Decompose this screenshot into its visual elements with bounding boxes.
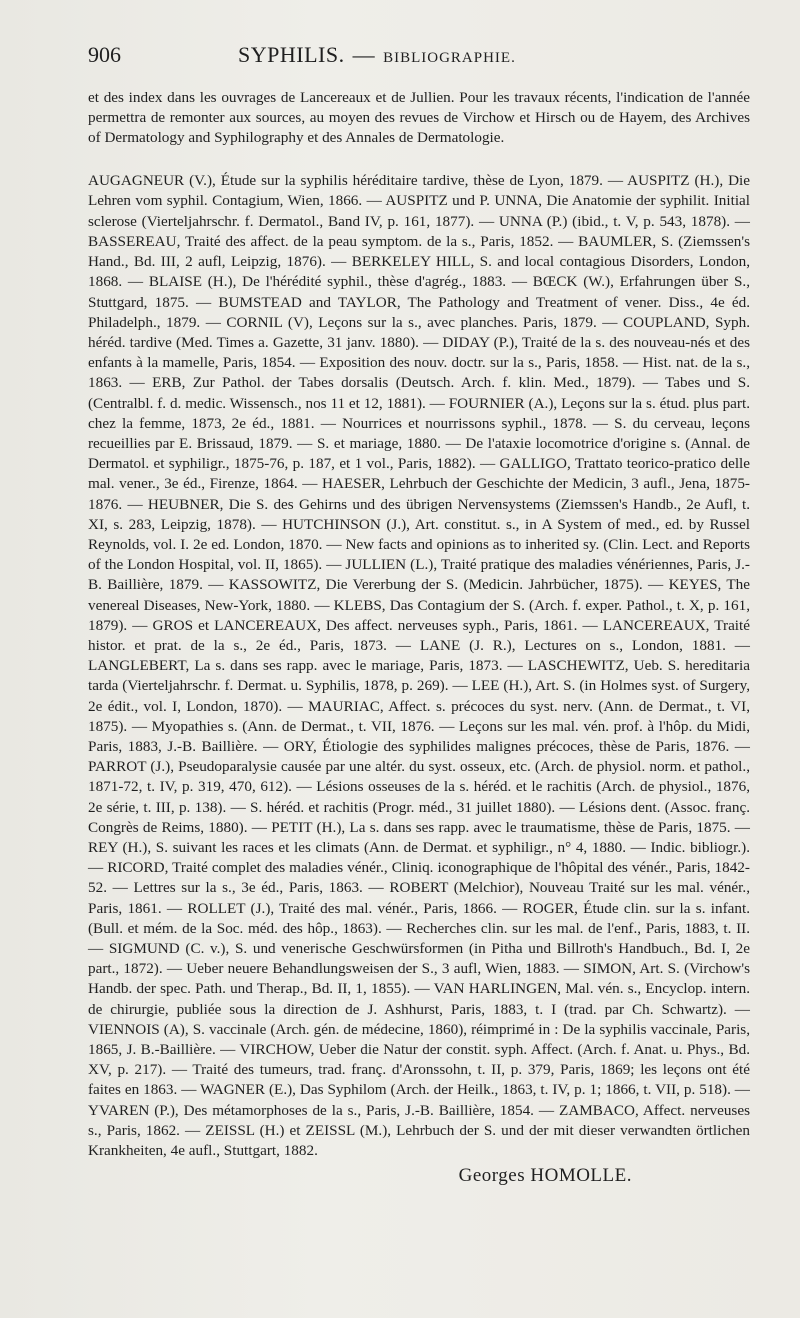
header-separator: — — [352, 42, 376, 67]
header-title: SYPHILIS. — [238, 42, 345, 67]
page-header — [88, 42, 750, 82]
author-signature: Georges HOMOLLE. — [458, 1165, 632, 1187]
bibliography-text: AUGAGNEUR (V.), Étude sur la syphilis héréditaire tardive, thèse de Lyon, 1879. — AUSPITZ (H.), Die Lehren vom syphil. Contagium, Wien, 1866. — AUSPITZ und P. UNNA, Die Anatomie der syphilit. Initial sclerose (Vierteljahrschr. f. Dermatol., Band IV, p. 161, 1877). — UNNA (P.) (ibid., t. V, p. 543, 1878). — BASSEREAU, Traité des affect. de la peau symptom. de la s., Paris, 1852. — BAUMLER, S. (Ziemssen's Hand., Bd. III, 2 aufl, Leipzig, 1876). — BERKELEY HILL, S. and local contagious Disorders, London, 1868. — BLAISE (H.), De l'hérédité syphil., thèse d'agrég., 1883. — BŒCK (W.), Erfahrungen über S., Stuttgard, 1875. — BUMSTEAD and TAYLOR, The Pathology and Treatment of vener. Diss., 4e éd. Philadelph., 1879. — CORNIL (V), Leçons sur la s., avec planches. Paris, 1879. — COUPLAND, Syph. héréd. tardive (Med. Times a. Gazette, 31 janv. 1880). — DIDAY (P.), Traité de la s. des nouveau-nés et des enfants à la mamelle, Paris, 1854. — Exposition des nouv. doctr. sur la s., Paris, 1858. — Hist. nat. de la s., 1863. — ERB, Zur Pathol. der Tabes dorsalis (Deutsch. Arch. f. klin. Med., 1879). — Tabes und S. (Centralbl. f. d. medic. Wissensch., nos 11 et 12, 1881). — FOURNIER (A.), Leçons sur la s. étud. plus part. chez la femme, 1873, 2e éd., 1881. — Nourrices et nourrissons syphil., 1878. — S. du cerveau, leçons recueillies par E. Brissaud, 1879. — S. et mariage, 1880. — De l'ataxie locomotrice d'origine s. (Annal. de Dermatol. et syphiligr., 1875-76, p. 187, et 1 vol., Paris, 1882). — GALLIGO, Trattato teorico-pratico delle mal. vener., 3e éd., Firenze, 1864. — HAESER, Lehrbuch der Geschichte der Medicin, 3 aufl., Jena, 1875-1876. — HEUBNER, Die S. des Gehirns und des übrigen Nervensystems (Ziemssen's Handb., 2e Aufl, t. XI, s. 283, Leipzig, 1878). — HUTCHINSON (J.), Art. constitut. s., in A System of med., ed. by Russel Reynolds, vol. I. 2e ed. London, 1870. — New facts and opinions as to inherited sy. (Clin. Lect. and Reports of the London Hospital, vol. II, 1865). — JULLIEN (L.), Traité pratique des maladies vénériennes, Paris, J.-B. Baillière, 1879. — KASSOWITZ, Die Vererbung der S. (Medicin. Jahrbücher, 1875). — KEYES, The venereal Diseases, New-York, 1880. — KLEBS, Das Contagium der S. (Arch. f. exper. Pathol., t. X, p. 161, 1879). — GROS et LANCEREAUX, Des affect. nerveuses syph., Paris, 1861. — LANCEREAUX, Traité histor. et prat. de la s., 2e éd., Paris, 1873. — LANE (J. R.), Lectures on s., London, 1881. — LANGLEBERT, La s. dans ses rapp. avec le mariage, Paris, 1873. — LASCHEWITZ, Ueb. S. hereditaria tarda (Vierteljahrschr. f. Dermat. u. Syphilis, 1878, p. 269). — LEE (H.), Art. S. (in Holmes syst. of Surgery, 2e édit., vol. I, London, 1870). — MAURIAC, Affect. s. précoces du syst. nerv. (Ann. de Dermat., t. VI, 1875). — Myopathies s. (Ann. de Dermat., t. VII, 1876. — Leçons sur les mal. vén. prof. à l'hôp. du Midi, Paris, 1883, J.-B. Baillière. — ORY, Étiologie des syphilides malignes précoces, thèse de Paris, 1876. — PARROT (J.), Pseudoparalysie causée par une altér. du syst. osseux, etc. (Arch. de physiol. norm. et pathol., 1871-72, t. IV, p. 319, 470, 612). — Lésions osseuses de la s. héréd. et le rachitis (Arch. de physiol., 1876, 2e série, t. III, p. 138). — S. héréd. et rachitis (Progr. méd., 31 juillet 1880). — Lésions dent. (Assoc. franç. Congrès de Reims, 1880). — PETIT (H.), La s. dans ses rapp. avec le traumatisme, thèse de Paris, 1875. — REY (H.), S. suivant les races et les climats (Ann. de Dermat. et syphiligr., n° 4, 1880. — Indic. bibliogr.). — RICORD, Traité complet des maladies vénér., Cliniq. iconographique de l'hôpital des vénér., Paris, 1842-52. — Lettres sur la s., 3e éd., Paris, 1863. — ROBERT (Melchior), Nouveau Traité sur les mal. vénér., Paris, 1861. — ROLLET (J.), Traité des mal. vénér., Paris, 1866. — ROGER, Étude clin. sur la s. infant. (Bull. et mém. de la Soc. méd. des hôp., 1863). — Recherches clin. sur les mal. de l'enf., Paris, 1883, t. II. — SIGMUND (C. v.), S. und venerische Geschwürsformen (in Pitha und Billroth's Handbuch., Bd. I, 2e part., 1872). — Ueber neuere Behandlungsweisen der S., 3 aufl, Wien, 1883. — SIMON, Art. S. (Virchow's Handb. der spec. Path. und Therap., Bd. II, 1, 1855). — VAN HARLINGEN, Mal. vén. s., Encyclop. intern. de chirurgie, publiée sous la direction de J. Ashhurst, Paris, 1883, t. I (trad. par Ch. Schwartz). — VIENNOIS (A), S. vaccinale (Arch. gén. de médecine, 1860), réimprimé in : De la syphilis vaccinale, Paris, 1865, J. B.-Baillière. — VIRCHOW, Ueber die Natur der constit. syph. Affect. (Arch. f. Anat. u. Phys., Bd. XV, p. 217). — Traité des tumeurs, trad. franç. d'Aronssohn, t. II, p. 379, Paris, 1869; les leçons ont été faites en 1863. — WAGNER (E.), Das Syphilom (Arch. der Heilk., 1863, t. IV, p. 1; 1866, t. VII, p. 518). — YVAREN (P.), Des métamorphoses de la s., Paris, J.-B. Baillière, 1854. — ZAMBACO, Affect. nerveuses s., Paris, 1862. — ZEISSL (H.) et ZEISSL (M.), Lehrbuch der S. und der mit dieser verwandten örtlichen Krankheiten, 4e aufl., Stuttgart, 1882. — [88, 172, 750, 1160]
running-title — [238, 42, 516, 68]
header-subtitle: BIBLIOGRAPHIE. — [383, 50, 516, 66]
intro-paragraph: et des index dans les ouvrages de Lancereaux et de Jullien. Pour les travaux récents, l'indication de l'année permettra de remonter aux sources, au moyen des revues de Virchow et Hirsch ou de Hayem, des Archives of Dermatology and Syphilography et des Annales de Dermatologie. — [88, 89, 750, 147]
bibliography — [88, 171, 750, 1161]
page-number: 906 — [88, 42, 121, 67]
